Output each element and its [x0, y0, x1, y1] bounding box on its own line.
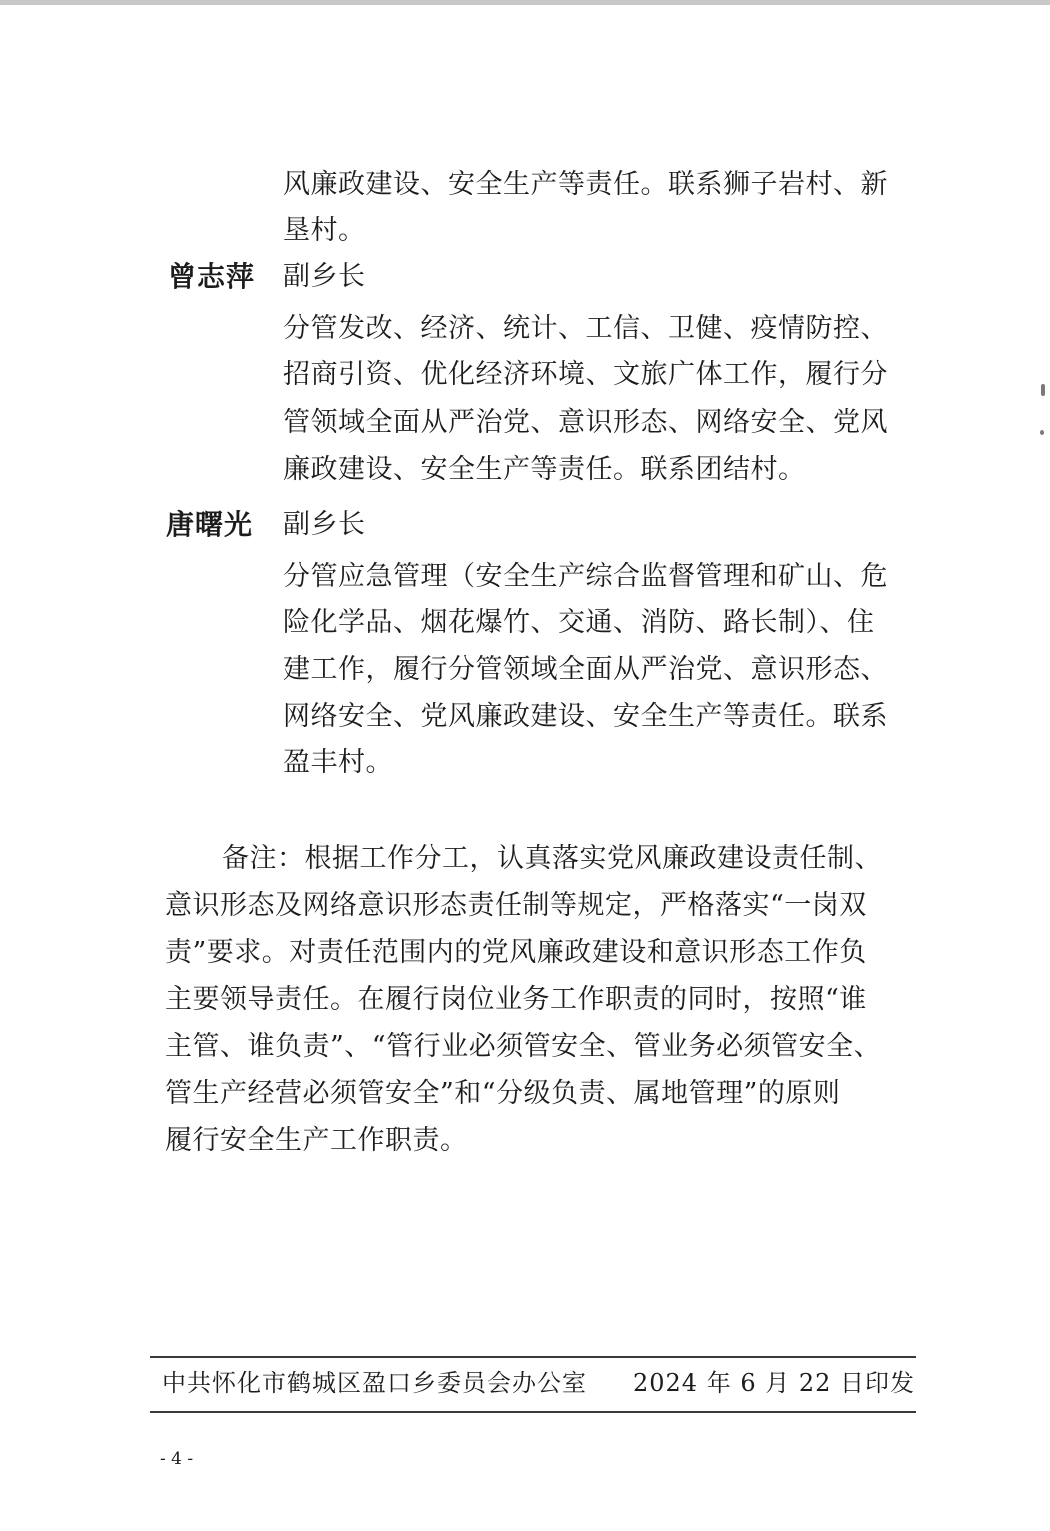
- duty-line: 险化学品、烟花爆竹、交通、消防、路长制）、住: [283, 607, 875, 638]
- duty-line: 分管发改、经济、统计、工信、卫健、疫情防控、: [283, 313, 888, 344]
- scan-speck: [1041, 384, 1045, 396]
- remark-line: 责”要求。对责任范围内的党风廉政建设和意识形态工作负: [165, 937, 867, 968]
- duty-line: 管领域全面从严治党、意识形态、网络安全、党风: [283, 407, 888, 438]
- remark-line: 履行安全生产工作职责。: [165, 1125, 468, 1156]
- duty-line: 建工作，履行分管领域全面从严治党、意识形态、: [283, 654, 888, 685]
- footer-top-rule: [150, 1356, 916, 1358]
- official-title: 副乡长: [283, 509, 366, 540]
- top-edge-bar: [0, 0, 1050, 5]
- duty-line: 分管应急管理（安全生产综合监督管理和矿山、危: [283, 561, 888, 592]
- page-number: - 4 -: [160, 1449, 194, 1469]
- duty-line: 招商引资、优化经济环境、文旅广体工作，履行分: [283, 359, 888, 390]
- official-name: 唐曙光: [166, 508, 254, 541]
- continuation-line-2: 垦村。: [283, 215, 366, 246]
- footer-issuer: 中共怀化市鹤城区盈口乡委员会办公室: [162, 1369, 587, 1397]
- duty-line: 廉政建设、安全生产等责任。联系团结村。: [283, 454, 806, 485]
- footer-date: 2024 年 6 月 22 日印发: [633, 1369, 916, 1397]
- duty-line: 盈丰村。: [283, 747, 393, 778]
- scan-speck: [1040, 430, 1044, 435]
- continuation-line-1: 风廉政建设、安全生产等责任。联系狮子岩村、新: [283, 169, 888, 200]
- official-name: 曾志萍: [168, 260, 256, 293]
- remark-line: 管生产经营必须管安全”和“分级负责、属地管理”的原则: [165, 1078, 841, 1109]
- remark-line: 备注：根据工作分工，认真落实党风廉政建设责任制、: [222, 843, 882, 874]
- official-title: 副乡长: [283, 261, 366, 292]
- duty-line: 网络安全、党风廉政建设、安全生产等责任。联系: [283, 701, 888, 732]
- remark-line: 主管、谁负责”、“管行业必须管安全、管业务必须管安全、: [165, 1031, 882, 1062]
- remark-line: 主要领导责任。在履行岗位业务工作职责的同时，按照“谁: [165, 984, 867, 1015]
- footer-bottom-rule: [150, 1411, 916, 1413]
- remark-line: 意识形态及网络意识形态责任制等规定，严格落实“一岗双: [165, 890, 867, 921]
